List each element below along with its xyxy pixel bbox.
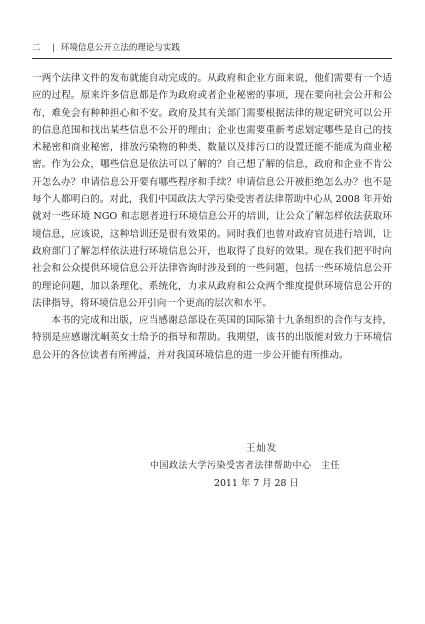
paragraph-acknowledgement: 本书的完成和出版，应当感谢总部设在英国的国际第十九条组织的合作与支持，特别是应感谢沈峒英女士给予的指导和帮助。我期望，该书的出版能对致力于环境信息公开的各位读者有所裨益，并对我国环境信息的进一步公开能有所推动。 bbox=[32, 315, 392, 361]
signature-date: 2011 年 7 月 28 日 bbox=[214, 478, 299, 489]
header-rule bbox=[32, 58, 392, 59]
header-separator: | bbox=[52, 43, 55, 53]
book-title: 环境信息公开立法的理论与实践 bbox=[60, 43, 180, 53]
page-number: 二 bbox=[32, 43, 41, 53]
running-header bbox=[32, 42, 392, 54]
signature-name: 王灿发 bbox=[246, 443, 278, 454]
paragraph-continued: 一两个法律文件的发布就能自动完成的。从政府和企业方面来说，他们需要有一个适应的过程。原来许多信息都是作为政府或者企业秘密的事项，现在要向社会公开和公布，难免会有种种担心和不安。政府及其有关部门需要根据法律的规定研究可以公开的信息范围和找出某些信息不公开的理由；企业也需要重新考虑划定哪些是自己的技术秘密和商业秘密，排放污染物的种类、数量以及排污口的设置还能不能成为商业秘密。作为公众，哪些信息是依法可以了解的？自己想了解的信息，政府和企业不肯公开怎么办？申请信息公开要有哪些程序和手续？申请信息公开被拒绝怎么办？也不是每个人都明白的。对此，我们中国政法大学污染受害者法律帮助中心从 2008 年开始就对一些环境 NGO 和志愿者进行环境信息公开的培训，让公众了解怎样依法获取环境信息，应该说，这种培训还是很有效果的。同时我们也曾对政府官员进行培训，让政府部门了解怎样依法进行环境信息公开，也取得了良好的效果。现在我们把平时向社会和公众提供环境信息公开法律咨询时涉及到的一些问题，包括一些环境信息公开的理论问题，加以条理化、系统化，力求从政府和公众两个维度提供环境信息公开的法律指导，将环境信息公开引向一个更高的层次和水平。 bbox=[32, 73, 392, 309]
body-text bbox=[32, 70, 392, 364]
signature-organization: 中国政法大学污染受害者法律帮助中心 主任 bbox=[150, 461, 341, 471]
